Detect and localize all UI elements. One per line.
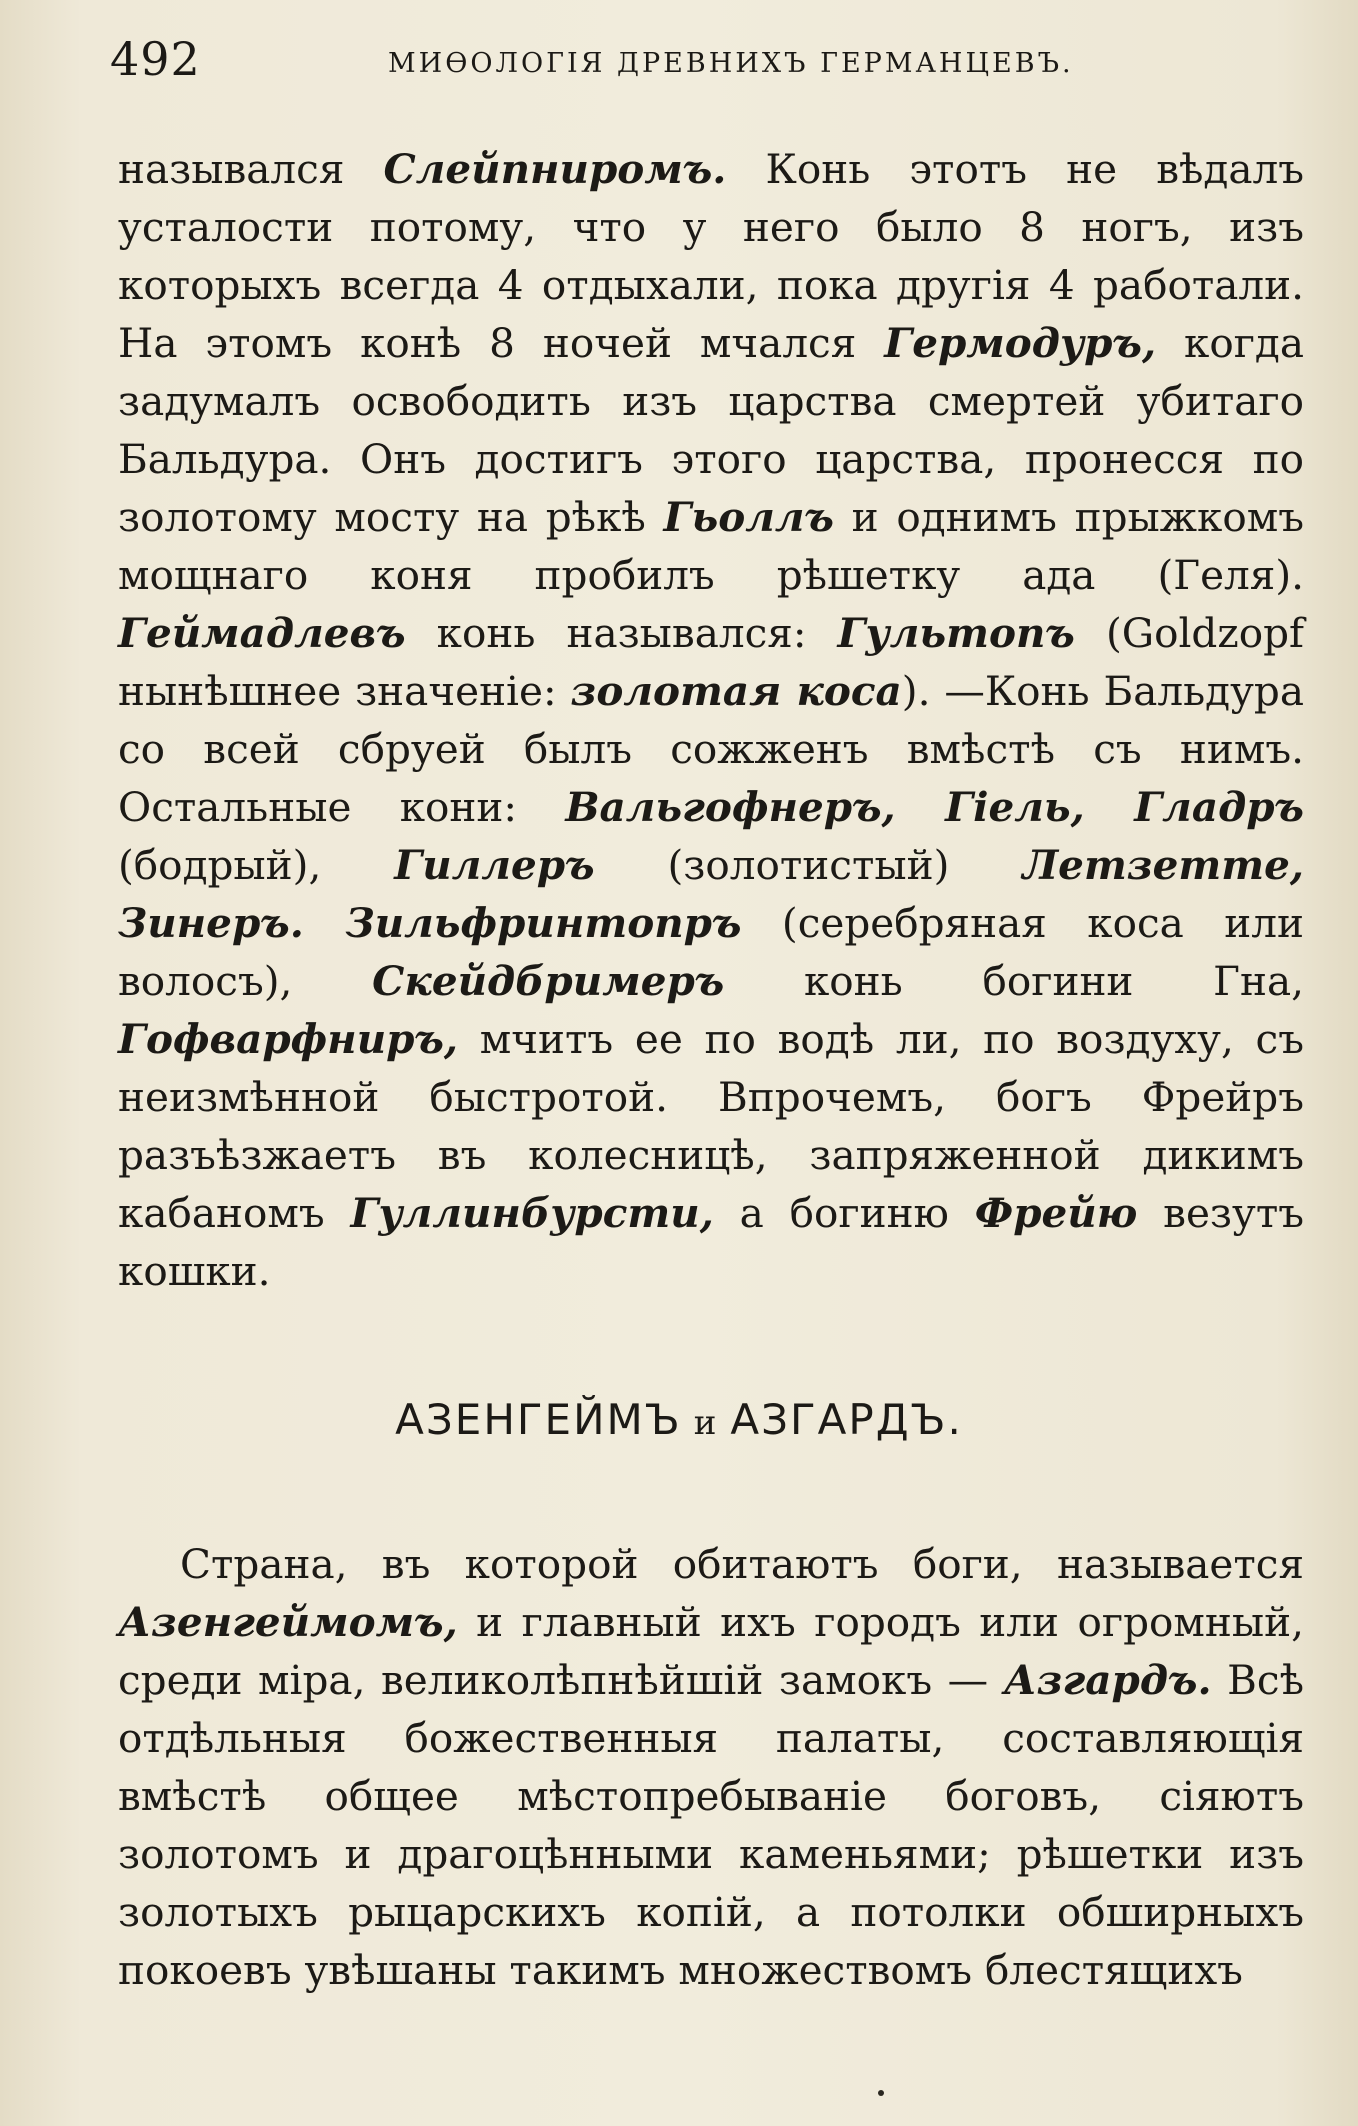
emphasis-name: Гьоллъ: [663, 493, 834, 541]
text-run: когда задумалъ освободить изъ царства смертей убитаго Бальдура. Онъ достигъ этого царства, пронесся по золотому мосту на рѣкѣ: [118, 319, 1305, 541]
text-run: (серебряная коса или волосъ),: [118, 899, 1304, 1005]
emphasis-name: Азгардъ.: [1003, 1656, 1212, 1704]
text-run: конь богини Гна,: [724, 957, 1305, 1005]
emphasis-name: Геймадлевъ: [118, 609, 406, 657]
text-block-asgard: [118, 1535, 1304, 1999]
text-run: Конь этотъ не вѣдалъ усталости потому, что у него было 8 ногъ, изъ которыхъ всегда 4 отдыхали, пока другія 4 работали. На этомъ конѣ 8 ночей мчался: [118, 145, 1304, 367]
text-run: конь назывался:: [405, 609, 838, 657]
heading-conjunction: и: [693, 1403, 719, 1443]
heading-word: АЗГАРДЪ.: [730, 1395, 963, 1444]
ink-speck: [878, 2090, 884, 2096]
text-run: (золотистый): [594, 841, 1023, 889]
text-run: и однимъ прыжкомъ мощнаго коня пробилъ рѣшетку ада (Геля).: [118, 493, 1304, 599]
section-heading: [0, 1395, 1358, 1444]
running-head: [110, 32, 1298, 92]
text-block-horses: [118, 140, 1304, 1300]
page-number: 492: [110, 32, 201, 86]
emphasis-name: Азенгеймомъ,: [118, 1598, 458, 1646]
text-run: Страна, въ которой обитаютъ боги, называется: [180, 1540, 1304, 1588]
emphasis-name: Гуллинбурсти,: [350, 1189, 714, 1237]
heading-word: АЗЕНГЕЙМЪ: [395, 1395, 682, 1444]
emphasis-name: Фрейю: [974, 1189, 1138, 1237]
text-run: и главный ихъ городъ или огромный, среди міра, великолѣпнѣйшій замокъ —: [118, 1598, 1304, 1704]
emphasis-name: Летзетте, Зинеръ. Зильфринтопръ: [118, 841, 1304, 947]
emphasis-name: Гофварфниръ,: [118, 1015, 459, 1063]
text-run: (Goldzopf нынѣшнее значеніе:: [118, 609, 1304, 715]
emphasis-name: Гультопъ: [837, 609, 1075, 657]
paragraph-horses: [118, 140, 1304, 1300]
emphasis-name: Скейдбримеръ: [372, 957, 725, 1005]
text-run: Всѣ отдѣльныя божественныя палаты, составляющія вмѣстѣ общее мѣстопребываніе боговъ, сіяютъ золотомъ и драгоцѣнными каменьями; рѣшетки изъ золотыхъ рыцарскихъ копій, а потолки обширныхъ покоевъ увѣшаны такимъ множествомъ блестящихъ: [118, 1656, 1304, 1994]
paragraph-asgard: [118, 1535, 1304, 1999]
text-run: (бодрый),: [118, 841, 395, 889]
text-run: назывался: [118, 145, 384, 193]
emphasis-name: Вальгофнеръ, Гіель, Гладръ: [565, 783, 1304, 831]
emphasis-name: Гермодуръ,: [884, 319, 1157, 367]
text-run: а богиню: [713, 1189, 975, 1237]
emphasis-name: золотая коса: [570, 667, 902, 715]
running-title: МИѲОЛОГІЯ ДРЕВНИХЪ ГЕРМАНЦЕВЪ.: [388, 48, 1074, 79]
text-run: мчитъ ее по водѣ ли, по воздуху, съ неизмѣнной быстротой. Впрочемъ, богъ Фрейръ разъѣзжаетъ въ колесницѣ, запряженной дикимъ кабаномъ: [118, 1015, 1304, 1237]
emphasis-name: Слейпниромъ.: [383, 145, 727, 193]
text-run: везутъ кошки.: [118, 1189, 1305, 1295]
text-run: ). —Конь Бальдура со всей сбруей былъ сожженъ вмѣстѣ съ нимъ. Остальные кони:: [118, 667, 1304, 831]
emphasis-name: Гиллеръ: [394, 841, 595, 889]
